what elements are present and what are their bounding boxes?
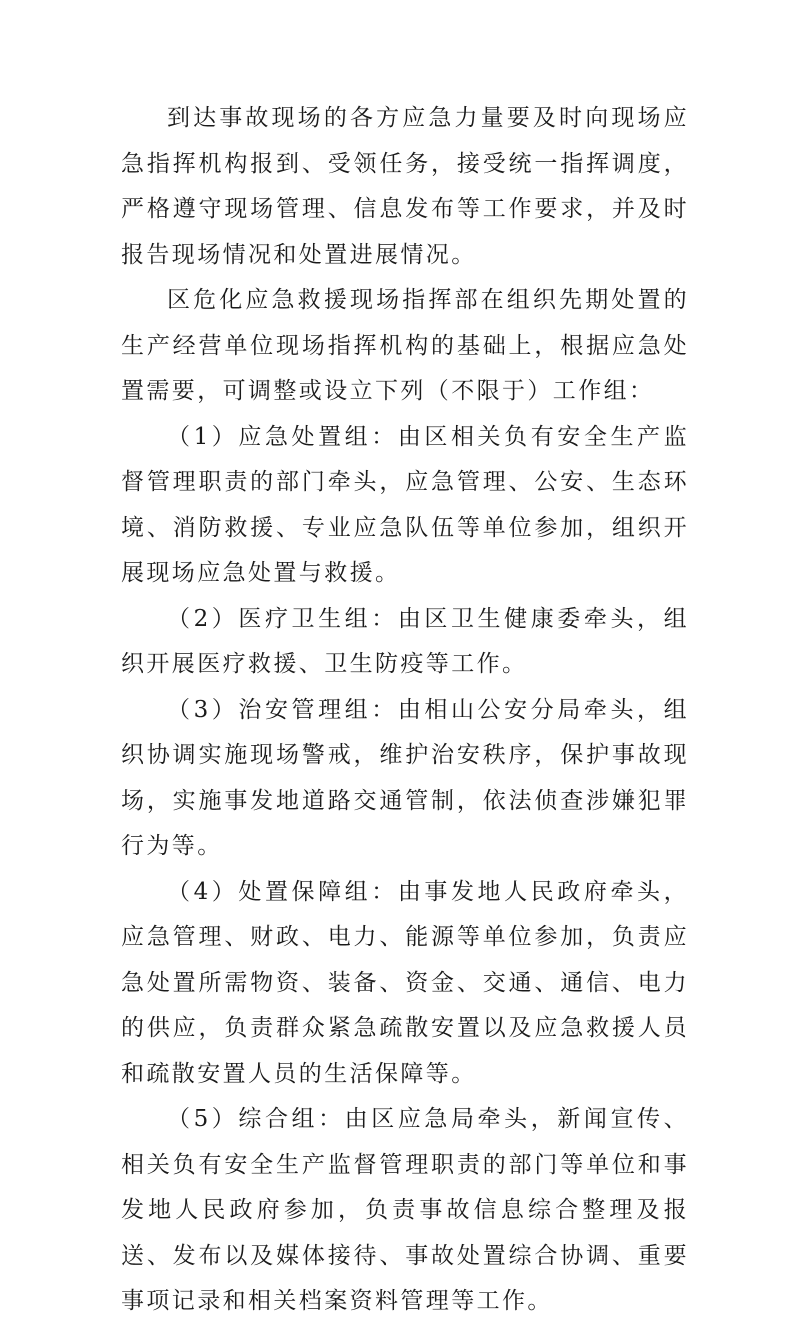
paragraph-public-security-group: （3）治安管理组：由相山公安分局牵头，组织协调实施现场警戒，维护治安秩序，保护事故现场，实施事发地道路交通管制，依法侦查涉嫌犯罪行为等。 [121, 696, 689, 859]
paragraph-support-group: （4）处置保障组：由事发地人民政府牵头，应急管理、财政、电力、能源等单位参加，负责应急处置所需物资、装备、资金、交通、通信、电力的供应，负责群众紧急疏散安置以及应急救援人员和疏散安置人员的生活保障等。 [121, 878, 689, 1087]
paragraph-arrival-report: 到达事故现场的各方应急力量要及时向现场应急指挥机构报到、受领任务，接受统一指挥调度，严格遵守现场管理、信息发布等工作要求，并及时报告现场情况和处置进展情况。 [121, 105, 689, 268]
paragraph-medical-health-group: （2）医疗卫生组：由区卫生健康委牵头，组织开展医疗救援、卫生防疫等工作。 [121, 605, 689, 677]
paragraph-emergency-response-group: （1）应急处置组：由区相关负有安全生产监督管理职责的部门牵头，应急管理、公安、生态环境、消防救援、专业应急队伍等单位参加，组织开展现场应急处置与救援。 [121, 423, 689, 586]
paragraph-working-groups-intro: 区危化应急救援现场指挥部在组织先期处置的生产经营单位现场指挥机构的基础上，根据应急处置需要，可调整或设立下列（不限于）工作组： [121, 287, 689, 404]
document-body [121, 96, 689, 1325]
paragraph-general-group: （5）综合组：由区应急局牵头，新闻宣传、相关负有安全生产监督管理职责的部门等单位和事发地人民政府参加，负责事故信息综合整理及报送、发布以及媒体接待、事故处置综合协调、重要事项记录和相关档案资料管理等工作。 [121, 1106, 689, 1314]
